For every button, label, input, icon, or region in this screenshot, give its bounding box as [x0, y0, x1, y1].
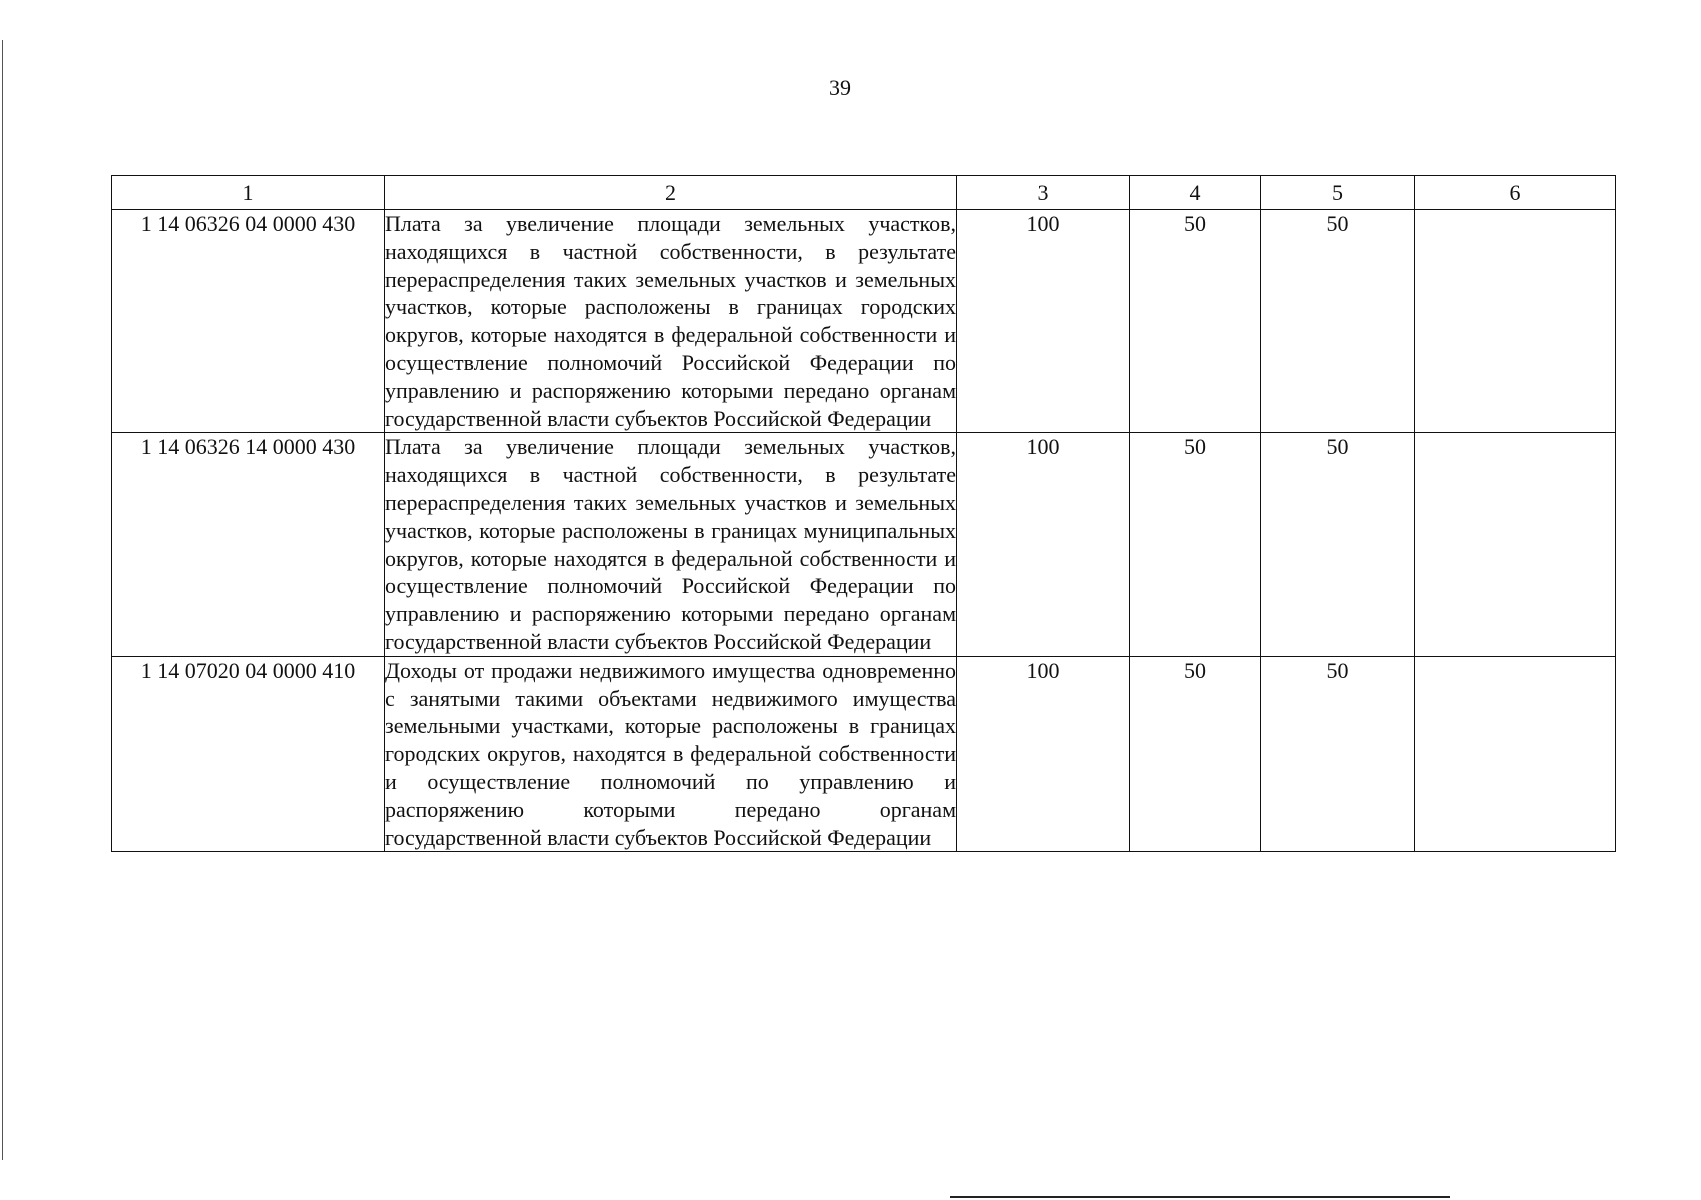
scan-edge-line	[2, 40, 3, 1160]
table-row	[112, 210, 1616, 433]
value-cell-col-3: 100	[957, 210, 1130, 433]
value-cell-col-5: 50	[1261, 656, 1415, 852]
budget-code-cell: 1 14 07020 04 0000 410	[112, 656, 385, 852]
value-cell-col-4: 50	[1130, 656, 1261, 852]
value-cell-col-4: 50	[1130, 210, 1261, 433]
value-cell-col-6	[1415, 433, 1616, 656]
table-row	[112, 656, 1616, 852]
table-header-row	[112, 176, 1616, 210]
value-cell-col-5: 50	[1261, 433, 1415, 656]
table-row	[112, 433, 1616, 656]
budget-code-cell: 1 14 06326 04 0000 430	[112, 210, 385, 433]
page-number: 39	[829, 75, 851, 100]
value-cell-col-6	[1415, 210, 1616, 433]
value-cell-col-3: 100	[957, 433, 1130, 656]
header-col-2: 2	[385, 176, 957, 210]
value-cell-col-4: 50	[1130, 433, 1261, 656]
income-description-cell: Плата за увеличение площади земельных участков, находящихся в частной собственности, в результате перераспределения таких земельных участков и земельных участков, которые расположены в границах городских округов, которые находятся в федеральной собственности и осуществление полномочий Российской Федерации по управлению и распоряжению которыми передано органам государственной власти субъектов Российской Федерации	[385, 210, 957, 433]
value-cell-col-5: 50	[1261, 210, 1415, 433]
revenue-distribution-table	[111, 175, 1616, 852]
value-cell-col-6	[1415, 656, 1616, 852]
scan-bottom-rule	[950, 1196, 1450, 1198]
value-cell-col-3: 100	[957, 656, 1130, 852]
header-col-6: 6	[1415, 176, 1616, 210]
budget-code-cell: 1 14 06326 14 0000 430	[112, 433, 385, 656]
header-col-4: 4	[1130, 176, 1261, 210]
income-description-cell: Плата за увеличение площади земельных участков, находящихся в частной собственности, в результате перераспределения таких земельных участков и земельных участков, которые расположены в границах муниципальных округов, которые находятся в федеральной собственности и осуществление полномочий Российской Федерации по управлению и распоряжению которыми передано органам государственной власти субъектов Российской Федерации	[385, 433, 957, 656]
income-description-cell: Доходы от продажи недвижимого имущества одновременно с занятыми такими объектами недвижимого имущества земельными участками, которые расположены в границах городских округов, находятся в федеральной собственности и осуществление полномочий по управлению и распоряжению которыми передано органам государственной власти субъектов Российской Федерации	[385, 656, 957, 852]
header-col-5: 5	[1261, 176, 1415, 210]
header-col-1: 1	[112, 176, 385, 210]
header-col-3: 3	[957, 176, 1130, 210]
